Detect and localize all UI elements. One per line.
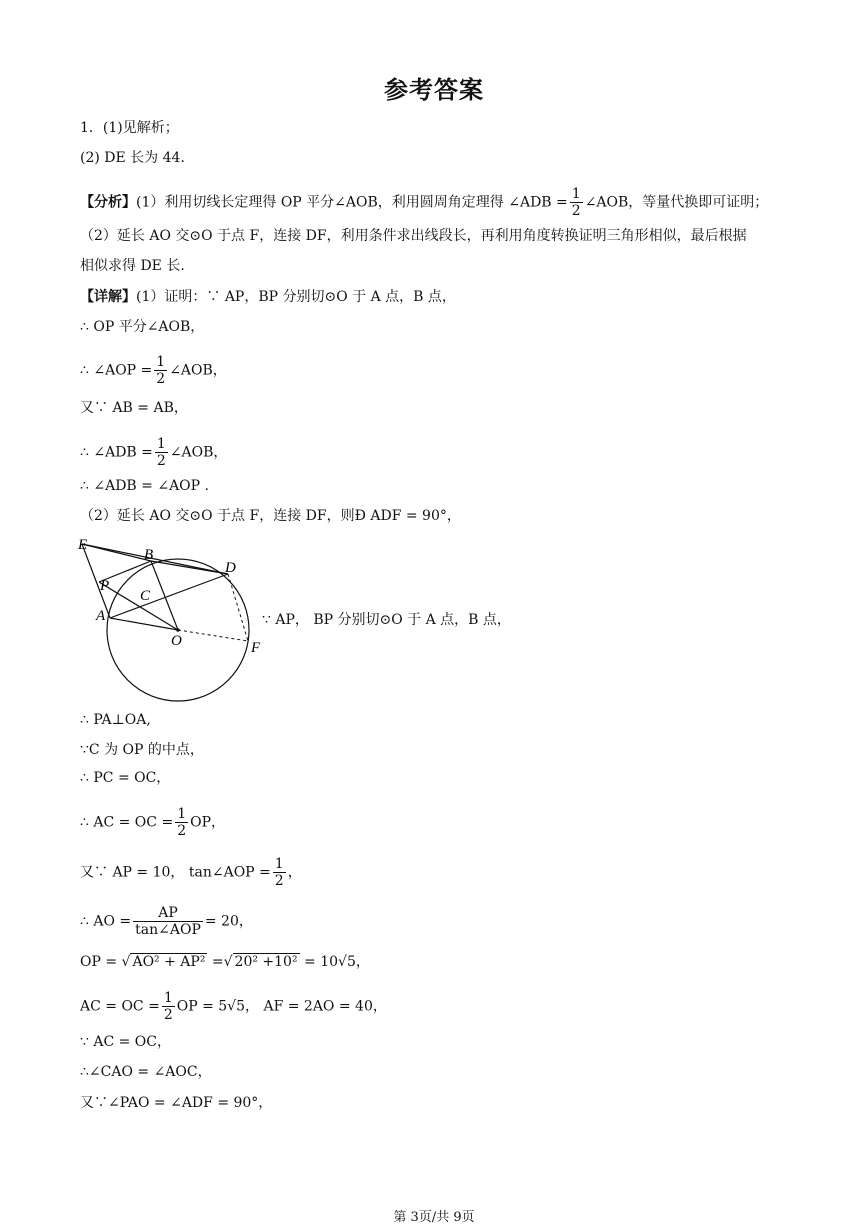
fraction-half: $\frac{1}{2}$ <box>163 990 173 1023</box>
step-3: 又∵ AB = AB， <box>80 400 188 416</box>
step-13: ∴ AO = $\frac{AP}{\text{tan∠AOP}}$ = 20， <box>80 905 253 938</box>
segment-ed <box>82 544 228 574</box>
fraction-half: $\frac{1}{2}$ <box>274 856 284 889</box>
segment-bo <box>151 561 178 630</box>
analysis-text-a: (1）利用切线长定理得 OP 平分∠AOB，利用圆周角定理得 ∠ADB = <box>136 194 568 211</box>
label-f: F <box>251 640 261 656</box>
sqrt-20-10: 20² +10² <box>234 954 298 970</box>
step-8: ∴ PA⊥OA, <box>80 712 151 728</box>
step-4: ∴ ∠ADB = $\frac{1}{2}$ ∠AOB， <box>80 436 228 469</box>
label-p: P <box>100 578 110 594</box>
analysis-line-1 <box>80 186 768 219</box>
step-7: ∵ AP， BP 分别切⊙O 于 A 点，B 点， <box>262 612 511 628</box>
step-9: ∵C 为 OP 的中点， <box>80 742 204 758</box>
label-c: C <box>140 588 151 604</box>
label-e: E <box>78 537 88 553</box>
fraction-half: $\frac{1}{2}$ <box>156 436 166 469</box>
page-title: 参考答案 <box>384 76 484 104</box>
step-18: 又∵∠PAO = ∠ADF = 90°， <box>80 1095 273 1111</box>
analysis-line-2: （2）延长 AO 交⊙O 于点 F，连接 DF，利用条件求出线段长，再利用角度转换证明三角形相似，最后根据 <box>80 228 747 244</box>
label-b: B <box>144 547 154 563</box>
step-15: AC = OC = $\frac{1}{2}$ OP = 5√5， AF = 2AO = 40， <box>80 990 387 1023</box>
step-12: 又∵ AP = 10， tan∠AOP = $\frac{1}{2}$ ， <box>80 856 302 889</box>
fraction-half: $\frac{1}{2}$ <box>177 806 187 839</box>
answer-2-line: (2) DE 长为 44． <box>80 150 195 166</box>
answer-1-line: 1．(1)见解析； <box>80 120 179 136</box>
fraction-half: $\frac{1}{2}$ <box>571 186 581 219</box>
step-1: ∴ OP 平分∠AOB， <box>80 319 205 335</box>
analysis-tag: 【分析】 <box>80 194 136 211</box>
step-16: ∵ AC = OC， <box>80 1034 171 1050</box>
center-point <box>176 628 180 632</box>
step-2: ∴ ∠AOP = $\frac{1}{2}$ ∠AOB， <box>80 354 227 387</box>
label-o: O <box>171 633 182 649</box>
detail-text: (1）证明：∵ AP，BP 分别切⊙O 于 A 点，B 点， <box>136 289 456 305</box>
analysis-text-b: ∠AOB，等量代换即可证明； <box>584 194 769 211</box>
step-11: ∴ AC = OC = $\frac{1}{2}$ OP， <box>80 806 226 839</box>
label-d: D <box>225 560 236 576</box>
segment-bd <box>151 561 228 574</box>
detail-tag: 【详解】 <box>80 289 136 305</box>
label-a: A <box>96 608 106 624</box>
segment-of <box>178 630 248 641</box>
step-6: （2）延长 AO 交⊙O 于点 F，连接 DF，则Ð ADF = 90°， <box>80 508 461 524</box>
step-17: ∴∠CAO = ∠AOC， <box>80 1064 212 1080</box>
step-10: ∴ PC = OC， <box>80 770 171 786</box>
fraction-half: $\frac{1}{2}$ <box>156 354 166 387</box>
sqrt-ao-ap: AO² + AP² <box>132 954 206 970</box>
step-14: OP = √ AO² + AP² =√ 20² +10² = 10√5， <box>80 954 370 970</box>
geometry-figure <box>72 532 272 707</box>
analysis-line-3: 相似求得 DE 长. <box>80 258 185 274</box>
fraction-ap-over-tan: $\frac{AP}{\text{tan∠AOP}}$ <box>135 905 201 938</box>
step-5: ∴ ∠ADB = ∠AOP . <box>80 478 209 494</box>
page-footer: 第 3页/共 9页 <box>393 1210 475 1225</box>
detail-line-1 <box>80 287 456 307</box>
